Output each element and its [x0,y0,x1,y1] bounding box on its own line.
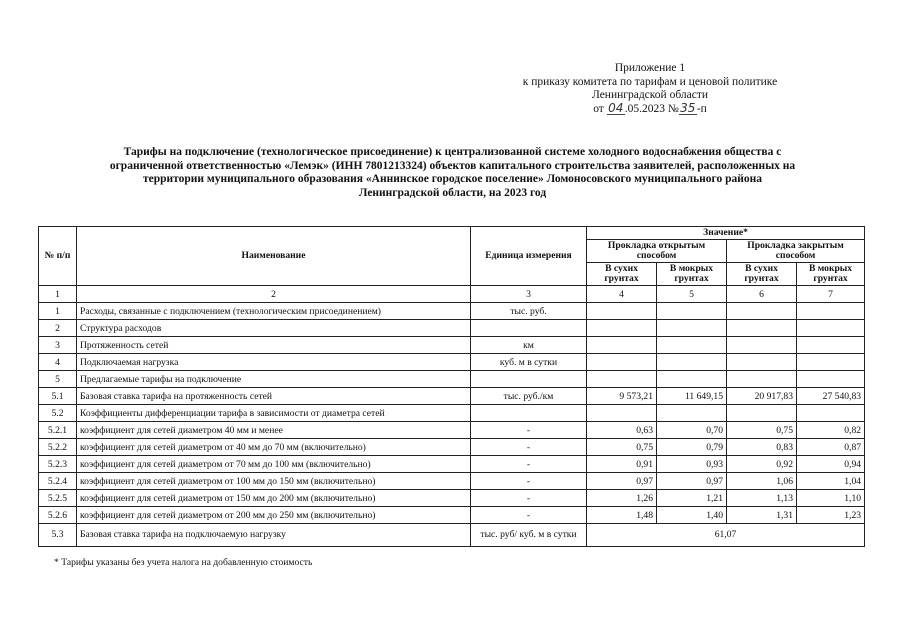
row-num: 5.2.3 [39,456,77,473]
row-unit: - [471,456,587,473]
row-value-closed-dry [727,337,797,354]
row-unit [471,371,587,388]
document-title [40,146,865,200]
row-num: 5.2.1 [39,422,77,439]
row-value-closed-wet [797,337,865,354]
row-num: 3 [39,337,77,354]
row-value-open-dry [587,354,657,371]
row-value-closed-wet: 1,04 [797,473,865,490]
row-name: Коэффициенты дифференциации тарифа в зависимости от диаметра сетей [77,405,471,422]
row-value-open-dry: 0,75 [587,439,657,456]
row-value-closed-wet: 1,23 [797,507,865,524]
row-name: Структура расходов [77,320,471,337]
order-number-handwritten: 35 [680,100,696,115]
row-value-closed-wet [797,371,865,388]
column-number-row [39,286,865,303]
row-value-open-wet: 11 649,15 [657,388,727,405]
row-num: 5.1 [39,388,77,405]
row-value-open-dry: 1,48 [587,507,657,524]
row-unit: - [471,490,587,507]
row-unit: - [471,439,587,456]
row-value-closed-wet [797,303,865,320]
row-value-open-wet: 0,93 [657,456,727,473]
date-prefix: от [593,102,604,115]
row-value-open-dry [587,337,657,354]
header-unit: Единица измерения [471,227,587,286]
row-unit: - [471,422,587,439]
row-name: Предлагаемые тарифы на подключение [77,371,471,388]
title-line-4: Ленинградской области, на 2023 год [358,186,547,199]
row-value-open-wet: 1,21 [657,490,727,507]
row-value-open-wet: 0,70 [657,422,727,439]
row-num: 1 [39,303,77,320]
header-open-wet: В мокрых грунтах [657,263,727,286]
row-value-open-wet [657,405,727,422]
row-value-merged: 61,07 [587,524,865,547]
row-value-open-wet [657,303,727,320]
order-suffix: -п [696,102,707,115]
row-value-open-dry: 9 573,21 [587,388,657,405]
row-value-open-wet: 0,79 [657,439,727,456]
row-value-closed-dry [727,354,797,371]
header-open-dry: В сухих грунтах [587,263,657,286]
header-closed-wet: В мокрых грунтах [797,263,865,286]
table-row [39,507,865,524]
row-value-open-wet: 0,97 [657,473,727,490]
col-number: 7 [797,286,865,303]
table-row [39,422,865,439]
row-name: Протяженность сетей [77,337,471,354]
row-num: 5.2.6 [39,507,77,524]
row-unit: куб. м в сутки [471,354,587,371]
row-value-open-wet [657,371,727,388]
row-value-open-dry [587,320,657,337]
appendix-date-line [593,100,707,117]
table-row [39,388,865,405]
table-row [39,490,865,507]
row-name: коэффициент для сетей диаметром от 100 мм до 150 мм (включительно) [77,473,471,490]
title-line-1: Тарифы на подключение (технологическое присоединение) к централизованной системе холодного водоснабжения общества с [123,146,782,158]
row-value-closed-dry: 1,31 [727,507,797,524]
row-value-closed-dry [727,405,797,422]
tariff-table [38,226,865,547]
row-value-open-dry [587,303,657,320]
table-row [39,337,865,354]
date-day-handwritten: 04 [608,100,624,115]
row-value-open-dry: 0,97 [587,473,657,490]
row-num: 4 [39,354,77,371]
row-num: 5.3 [39,524,77,547]
row-value-closed-dry: 1,13 [727,490,797,507]
table-row [39,405,865,422]
date-rest: .05.2023 № [624,102,679,115]
row-num: 5 [39,371,77,388]
row-unit: тыс. руб./км [471,388,587,405]
row-value-closed-wet: 0,82 [797,422,865,439]
row-value-open-wet [657,337,727,354]
row-num: 5.2.2 [39,439,77,456]
row-name: Подключаемая нагрузка [77,354,471,371]
row-value-closed-wet: 0,94 [797,456,865,473]
row-name: коэффициент для сетей диаметром от 70 мм до 100 мм (включительно) [77,456,471,473]
row-value-closed-dry [727,320,797,337]
table-row [39,473,865,490]
table-row [39,456,865,473]
row-value-closed-dry: 0,83 [727,439,797,456]
row-value-closed-dry: 20 917,83 [727,388,797,405]
header-closed-method: Прокладка закрытым способом [727,240,865,263]
row-unit: тыс. руб. [471,303,587,320]
row-num: 5.2 [39,405,77,422]
col-number: 1 [39,286,77,303]
row-unit: тыс. руб/ куб. м в сутки [471,524,587,547]
row-name: коэффициент для сетей диаметром от 40 мм до 70 мм (включительно) [77,439,471,456]
col-number: 5 [657,286,727,303]
title-line-2: ограниченной ответственностью «Лемэк» (ИНН 7801213324) объектов капитального строительства заявителей, расположенных на [109,159,796,172]
row-value-open-wet: 1,40 [657,507,727,524]
row-unit: - [471,507,587,524]
row-value-closed-dry: 1,06 [727,473,797,490]
table-row-base-load-rate [39,524,865,547]
footnote: * Тарифы указаны без учета налога на добавленную стоимость [54,557,313,568]
row-value-closed-wet [797,354,865,371]
row-value-closed-dry: 0,75 [727,422,797,439]
row-name: Базовая ставка тарифа на протяженность сетей [77,388,471,405]
row-value-closed-wet: 0,87 [797,439,865,456]
row-name: Базовая ставка тарифа на подключаемую нагрузку [77,524,471,547]
row-unit [471,320,587,337]
row-num: 5.2.4 [39,473,77,490]
row-unit: км [471,337,587,354]
row-value-closed-wet [797,405,865,422]
appendix-region: Ленинградской области [591,89,709,101]
col-number: 2 [77,286,471,303]
row-value-open-dry: 0,91 [587,456,657,473]
row-num: 5.2.5 [39,490,77,507]
row-num: 2 [39,320,77,337]
col-number: 6 [727,286,797,303]
row-value-closed-wet: 27 540,83 [797,388,865,405]
row-value-closed-dry [727,371,797,388]
row-value-closed-dry: 0,92 [727,456,797,473]
appendix-title: Приложение 1 [614,62,686,74]
header-name: Наименование [77,227,471,286]
appendix-order-ref: к приказу комитета по тарифам и ценовой политике [522,75,778,88]
row-name: коэффициент для сетей диаметром 40 мм и менее [77,422,471,439]
title-line-3: территории муниципального образования «Аннинское городское поселение» Ломоносовского муниципального района [142,173,763,186]
row-name: коэффициент для сетей диаметром от 200 мм до 250 мм (включительно) [77,507,471,524]
table-row [39,439,865,456]
table-row [39,371,865,388]
row-value-closed-dry [727,303,797,320]
row-name: Расходы, связанные с подключением (технологическим присоединением) [77,303,471,320]
row-unit [471,405,587,422]
row-value-open-dry [587,405,657,422]
table-row [39,303,865,320]
header-closed-dry: В сухих грунтах [727,263,797,286]
row-unit: - [471,473,587,490]
row-value-closed-wet: 1,10 [797,490,865,507]
header-num: № п/п [39,227,77,286]
row-value-closed-wet [797,320,865,337]
appendix-header [440,62,860,116]
row-value-open-wet [657,320,727,337]
col-number: 3 [471,286,587,303]
row-name: коэффициент для сетей диаметром от 150 мм до 200 мм (включительно) [77,490,471,507]
row-value-open-wet [657,354,727,371]
table-row [39,320,865,337]
row-value-open-dry: 1,26 [587,490,657,507]
table-row [39,354,865,371]
header-open-method: Прокладка открытым способом [587,240,727,263]
header-value: Значение* [587,227,865,240]
row-value-open-dry: 0,63 [587,422,657,439]
row-value-open-dry [587,371,657,388]
col-number: 4 [587,286,657,303]
